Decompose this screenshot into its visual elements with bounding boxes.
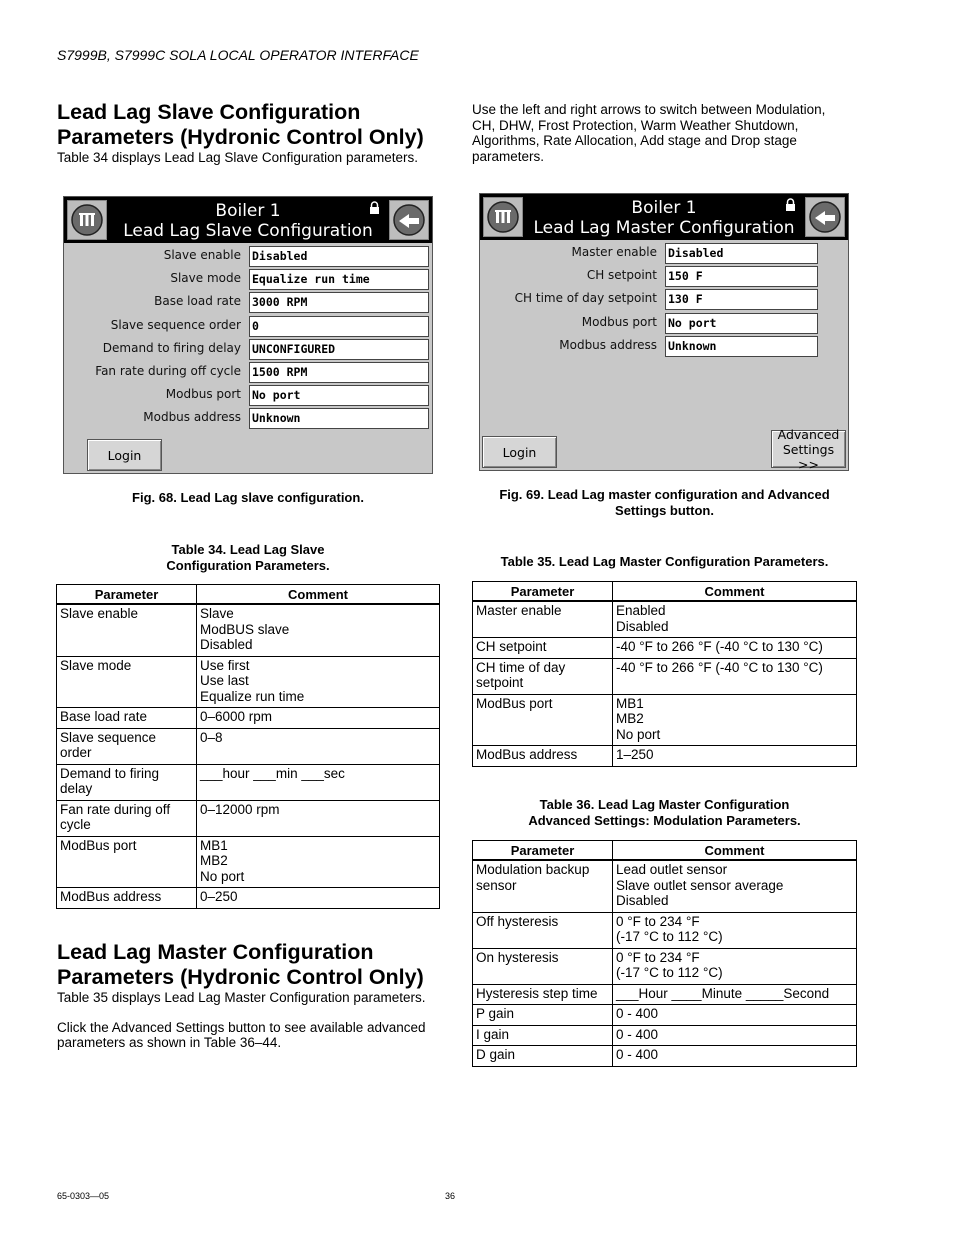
login-button-label: Login <box>502 444 537 460</box>
screen-field-value[interactable]: UNCONFIGURED <box>249 339 429 360</box>
table-cell-parameter: ModBus port <box>57 836 197 888</box>
screen-field-label: CH time of day setpoint <box>514 291 657 306</box>
table-cell-comment: Lead outlet sensor Slave outlet sensor average Disabled <box>613 860 857 912</box>
table-row <box>57 728 440 764</box>
slave-section <box>57 100 447 166</box>
screen-field-label: Master enable <box>571 245 657 259</box>
table-cell-comment: MB1 MB2 No port <box>197 836 440 888</box>
lead-lag-slave-screen <box>63 196 433 474</box>
screen-field-value[interactable]: Unknown <box>665 336 818 357</box>
screen-field-value[interactable]: Disabled <box>249 246 429 267</box>
lock-icon <box>785 198 796 212</box>
master-intro: Table 35 displays Lead Lag Master Configuration parameters. <box>57 990 426 1005</box>
home-icon <box>70 203 104 237</box>
table-cell-comment: Enabled Disabled <box>613 601 857 638</box>
screen-field-label: Modbus port <box>165 387 241 402</box>
advanced-settings-button[interactable] <box>771 426 846 472</box>
table-cell-parameter: I gain <box>473 1025 613 1046</box>
table34-caption-line1: Table 34. Lead Lag Slave <box>171 542 325 557</box>
home-button[interactable] <box>67 200 107 240</box>
screen-field-row <box>480 266 818 287</box>
table-header-row <box>57 585 440 605</box>
screen-field-row <box>64 385 429 406</box>
screen-title-page: Lead Lag Master Configuration <box>533 218 795 238</box>
table-cell-comment: ___Hour ____Minute _____Second <box>613 984 857 1005</box>
screen-title-boiler: Boiler 1 <box>215 201 281 221</box>
advanced-label-2: Settings >> <box>782 441 835 472</box>
table-cell-parameter: Base load rate <box>57 708 197 729</box>
table-cell-parameter: Slave sequence order <box>57 728 197 764</box>
table-row <box>57 836 440 888</box>
table-row <box>473 658 857 694</box>
screen-field-row <box>64 246 429 267</box>
screen-field-label: Modbus address <box>559 337 657 352</box>
screen-field-label: Slave sequence order <box>110 317 241 332</box>
table-row <box>473 694 857 746</box>
table-cell-parameter: CH setpoint <box>473 638 613 659</box>
table-row <box>57 764 440 800</box>
table-cell-parameter: Off hysteresis <box>473 912 613 948</box>
login-button[interactable] <box>482 436 557 468</box>
back-icon <box>808 200 842 234</box>
screen-field-value[interactable]: 130 F <box>665 289 818 310</box>
table-cell-parameter: ModBus port <box>473 694 613 746</box>
screen-title-bar <box>64 197 432 243</box>
screen-field-row <box>480 313 818 334</box>
table36-caption-line2: Advanced Settings: Modulation Parameters. <box>528 813 801 828</box>
table-cell-parameter: ModBus address <box>473 746 613 767</box>
table-cell-parameter: Demand to firing delay <box>57 764 197 800</box>
table-row <box>473 860 857 912</box>
screen-title-page: Lead Lag Slave Configuration <box>123 221 373 241</box>
table-header-comment: Comment <box>613 582 857 602</box>
table-cell-parameter: Slave enable <box>57 604 197 656</box>
table-cell-comment: 0 - 400 <box>613 1025 857 1046</box>
screen-field-row <box>64 339 429 360</box>
table-cell-parameter: Fan rate during off cycle <box>57 800 197 836</box>
table-cell-comment: 0–250 <box>197 888 440 909</box>
table-header-row <box>473 841 857 861</box>
table-cell-comment: ___hour ___min ___sec <box>197 764 440 800</box>
table35-caption: Table 35. Lead Lag Master Configuration Parameters. <box>500 554 829 569</box>
table36-caption <box>472 797 857 829</box>
table-cell-parameter: P gain <box>473 1005 613 1026</box>
table34-caption <box>57 542 439 574</box>
table-cell-comment: 0 - 400 <box>613 1005 857 1026</box>
table-header-row <box>473 582 857 602</box>
slave-heading-line1: Lead Lag Slave Configuration <box>57 100 361 124</box>
fig69-caption <box>472 487 857 519</box>
table-row <box>57 800 440 836</box>
table-cell-parameter: ModBus address <box>57 888 197 909</box>
table34-caption-line2: Configuration Parameters. <box>166 558 330 573</box>
right-intro: Use the left and right arrows to switch between Modulation, CH, DHW, Frost Protection, Warm Weather Shutdown, Algorithms, Rate Allocation, Add stage and Drop stage parameters. <box>472 102 826 164</box>
table-row <box>473 601 857 638</box>
slave-heading-line2: Parameters (Hydronic Control Only) <box>57 125 424 149</box>
master-section-heading <box>57 940 447 990</box>
screen-field-label: Slave mode <box>170 271 241 286</box>
screen-field-label: Fan rate during off cycle <box>95 364 241 378</box>
table-cell-comment: -40 °F to 266 °F (-40 °C to 130 °C) <box>613 638 857 659</box>
screen-field-row <box>64 408 429 429</box>
screen-field-label: Base load rate <box>154 294 241 309</box>
table-header-parameter: Parameter <box>473 841 613 861</box>
home-button[interactable] <box>483 197 523 237</box>
master-heading-line1: Lead Lag Master Configuration <box>57 940 374 964</box>
screen-field-value[interactable]: 3000 RPM <box>249 292 429 313</box>
screen-field-label: CH setpoint <box>586 268 657 283</box>
fig68-caption: Fig. 68. Lead Lag slave configuration. <box>132 490 364 505</box>
screen-field-label: Modbus port <box>581 314 657 329</box>
screen-field-value[interactable]: Equalize run time <box>249 269 429 290</box>
screen-field-label: Slave enable <box>163 248 241 262</box>
screen-field-row <box>64 269 429 290</box>
screen-field-value[interactable]: Disabled <box>665 243 818 264</box>
running-header: S7999B, S7999C SOLA LOCAL OPERATOR INTERFACE <box>57 47 419 63</box>
screen-field-row <box>64 316 429 337</box>
page-number: 36 <box>445 1191 456 1201</box>
screen-field-value[interactable]: 150 F <box>665 266 818 287</box>
fig69-caption-line2: Settings button. <box>615 503 714 518</box>
table-cell-parameter: Hysteresis step time <box>473 984 613 1005</box>
table-cell-parameter: On hysteresis <box>473 948 613 984</box>
table-row <box>473 1005 857 1026</box>
table-cell-comment: Slave ModBUS slave Disabled <box>197 604 440 656</box>
table-row <box>57 708 440 729</box>
table-cell-comment: 0–12000 rpm <box>197 800 440 836</box>
advanced-note: Click the Advanced Settings button to see available advanced parameters as shown in Table 36–44. <box>57 1019 426 1050</box>
table34 <box>56 584 440 909</box>
table-cell-comment: 1–250 <box>613 746 857 767</box>
screen-field-value[interactable]: Unknown <box>249 408 429 429</box>
back-button[interactable] <box>805 197 845 237</box>
table-row <box>57 656 440 708</box>
login-button[interactable] <box>87 439 162 471</box>
table-cell-comment: 0 - 400 <box>613 1046 857 1067</box>
screen-field-value[interactable]: 0 <box>249 316 429 337</box>
table36-caption-line1: Table 36. Lead Lag Master Configuration <box>539 797 790 812</box>
table-cell-parameter: D gain <box>473 1046 613 1067</box>
screen-field-row <box>480 243 818 264</box>
back-icon <box>392 203 426 237</box>
slave-intro: Table 34 displays Lead Lag Slave Configuration parameters. <box>57 150 418 165</box>
table-cell-comment: MB1 MB2 No port <box>613 694 857 746</box>
advanced-label-1: Advanced <box>777 426 840 442</box>
table-cell-comment: 0 °F to 234 °F (-17 °C to 112 °C) <box>613 948 857 984</box>
master-section <box>57 940 447 1051</box>
screen-field-row <box>480 336 818 357</box>
table-cell-parameter: CH time of day setpoint <box>473 658 613 694</box>
home-icon <box>486 200 520 234</box>
fig69-caption-line1: Fig. 69. Lead Lag master configuration and Advanced <box>499 487 830 502</box>
screen-field-row <box>64 292 429 313</box>
doc-number: 65-0303—05 <box>57 1191 110 1201</box>
table-cell-comment: 0–6000 rpm <box>197 708 440 729</box>
table-cell-parameter: Master enable <box>473 601 613 638</box>
table-row <box>473 746 857 767</box>
table-cell-comment: 0–8 <box>197 728 440 764</box>
screen-field-row <box>64 362 429 383</box>
back-button[interactable] <box>389 200 429 240</box>
table-row <box>473 638 857 659</box>
screen-field-value[interactable]: No port <box>665 313 818 334</box>
table-row <box>57 604 440 656</box>
slave-section-heading <box>57 100 447 150</box>
screen-title-boiler: Boiler 1 <box>631 198 697 218</box>
table-cell-comment: 0 °F to 234 °F (-17 °C to 112 °C) <box>613 912 857 948</box>
table-cell-parameter: Slave mode <box>57 656 197 708</box>
login-button-label: Login <box>107 447 142 463</box>
screen-title-bar <box>480 194 848 240</box>
screen-field-row <box>480 289 818 310</box>
table35 <box>472 581 857 767</box>
table-cell-comment: -40 °F to 266 °F (-40 °C to 130 °C) <box>613 658 857 694</box>
table-header-comment: Comment <box>613 841 857 861</box>
table-cell-comment: Use first Use last Equalize run time <box>197 656 440 708</box>
screen-field-label: Modbus address <box>143 410 241 425</box>
table-row <box>473 948 857 984</box>
lead-lag-master-screen <box>479 193 849 471</box>
screen-field-label: Demand to firing delay <box>102 340 241 355</box>
screen-field-value[interactable]: 1500 RPM <box>249 362 429 383</box>
screen-field-value[interactable]: No port <box>249 385 429 406</box>
table-header-parameter: Parameter <box>473 582 613 602</box>
table-header-comment: Comment <box>197 585 440 605</box>
table-row <box>473 984 857 1005</box>
lock-icon <box>369 201 380 215</box>
master-heading-line2: Parameters (Hydronic Control Only) <box>57 965 424 989</box>
table-header-parameter: Parameter <box>57 585 197 605</box>
table-row <box>473 912 857 948</box>
table-row <box>473 1025 857 1046</box>
table-row <box>57 888 440 909</box>
table-row <box>473 1046 857 1067</box>
table-cell-parameter: Modulation backup sensor <box>473 860 613 912</box>
table36 <box>472 840 857 1067</box>
